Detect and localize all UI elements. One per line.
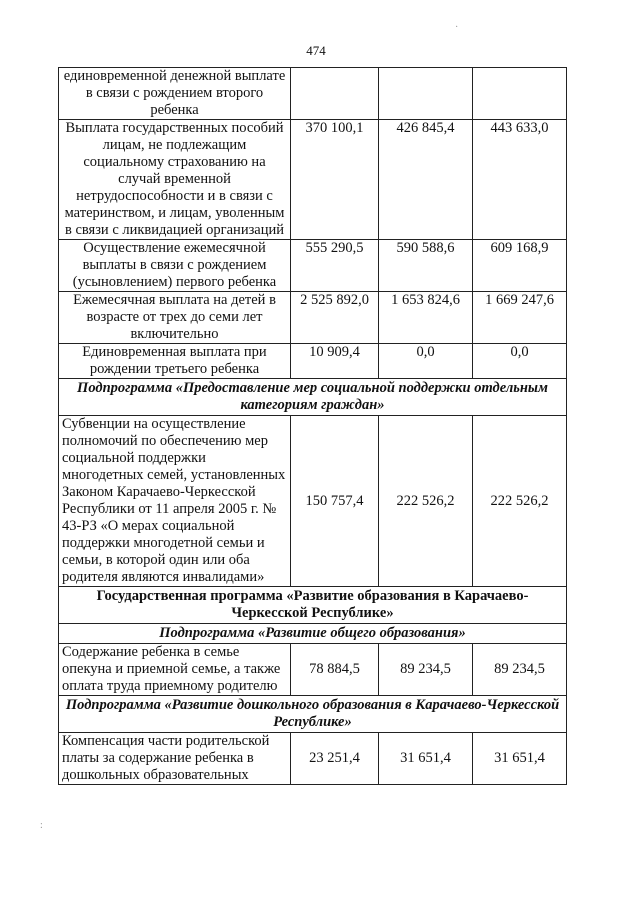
program-title: Государственная программа «Развитие образования в Карачаево-Черкесской Республике» bbox=[59, 587, 567, 624]
row-value-1: 370 100,1 bbox=[291, 120, 379, 240]
row-description: Субвенции на осуществление полномочий по обеспечению мер социальной поддержки многодетных семей, установленных Законом Карачаево-Черкесской Республики от 11 апреля 2005 г. № 43-РЗ «О мерах социальной поддержки многодетной семьи и семьи, в которой один или оба родителя являются инвалидами» bbox=[59, 416, 291, 587]
table-row bbox=[59, 240, 567, 292]
row-description: Содержание ребенка в семье опекуна и приемной семье, а также оплата труда приемному родителю bbox=[59, 644, 291, 696]
row-value-2: 0,0 bbox=[379, 344, 473, 379]
row-value-2: 31 651,4 bbox=[379, 733, 473, 785]
subprogram-title: Подпрограмма «Развитие дошкольного образования в Карачаево-Черкесской Республике» bbox=[59, 696, 567, 733]
row-value-2: 222 526,2 bbox=[379, 416, 473, 587]
row-value-1: 555 290,5 bbox=[291, 240, 379, 292]
row-description: Ежемесячная выплата на детей в возрасте от трех до семи лет включительно bbox=[59, 292, 291, 344]
row-value-3: 31 651,4 bbox=[473, 733, 567, 785]
row-value-3: 89 234,5 bbox=[473, 644, 567, 696]
table-row bbox=[59, 120, 567, 240]
table-row bbox=[59, 68, 567, 120]
row-description: Выплата государственных пособий лицам, не подлежащим социальному страхованию на случай временной нетрудоспособности и в связи с материнством, и лицам, уволенным в связи с ликвидацией организаций bbox=[59, 120, 291, 240]
table-row bbox=[59, 644, 567, 696]
table-row bbox=[59, 292, 567, 344]
row-value-2 bbox=[379, 68, 473, 120]
row-value-2: 590 588,6 bbox=[379, 240, 473, 292]
row-value-1: 150 757,4 bbox=[291, 416, 379, 587]
row-value-3: 609 168,9 bbox=[473, 240, 567, 292]
row-description: Компенсация части родительской платы за содержание ребенка в дошкольных образовательных bbox=[59, 733, 291, 785]
row-value-1: 10 909,4 bbox=[291, 344, 379, 379]
subprogram-header-row bbox=[59, 624, 567, 644]
subprogram-title: Подпрограмма «Развитие общего образования» bbox=[59, 624, 567, 644]
page-number: 474 bbox=[306, 43, 326, 58]
row-value-3: 0,0 bbox=[473, 344, 567, 379]
row-value-3: 1 669 247,6 bbox=[473, 292, 567, 344]
row-value-2: 89 234,5 bbox=[379, 644, 473, 696]
row-value-1: 2 525 892,0 bbox=[291, 292, 379, 344]
table-row bbox=[59, 733, 567, 785]
row-value-1: 78 884,5 bbox=[291, 644, 379, 696]
subprogram-header-row bbox=[59, 379, 567, 416]
subprogram-title: Подпрограмма «Предоставление мер социальной поддержки отдельным категориям граждан» bbox=[59, 379, 567, 416]
row-description: Единовременная выплата при рождении третьего ребенка bbox=[59, 344, 291, 379]
program-header-row bbox=[59, 587, 567, 624]
row-value-1: 23 251,4 bbox=[291, 733, 379, 785]
row-value-2: 1 653 824,6 bbox=[379, 292, 473, 344]
scan-speck: · bbox=[455, 22, 459, 33]
budget-table bbox=[58, 67, 567, 785]
row-value-3: 443 633,0 bbox=[473, 120, 567, 240]
table-row bbox=[59, 416, 567, 587]
row-value-3 bbox=[473, 68, 567, 120]
scan-speck: : bbox=[40, 820, 43, 831]
table-row bbox=[59, 344, 567, 379]
row-value-3: 222 526,2 bbox=[473, 416, 567, 587]
row-description: единовременной денежной выплате в связи с рождением второго ребенка bbox=[59, 68, 291, 120]
subprogram-header-row bbox=[59, 696, 567, 733]
row-description: Осуществление ежемесячной выплаты в связи с рождением (усыновлением) первого ребенка bbox=[59, 240, 291, 292]
row-value-2: 426 845,4 bbox=[379, 120, 473, 240]
row-value-1 bbox=[291, 68, 379, 120]
